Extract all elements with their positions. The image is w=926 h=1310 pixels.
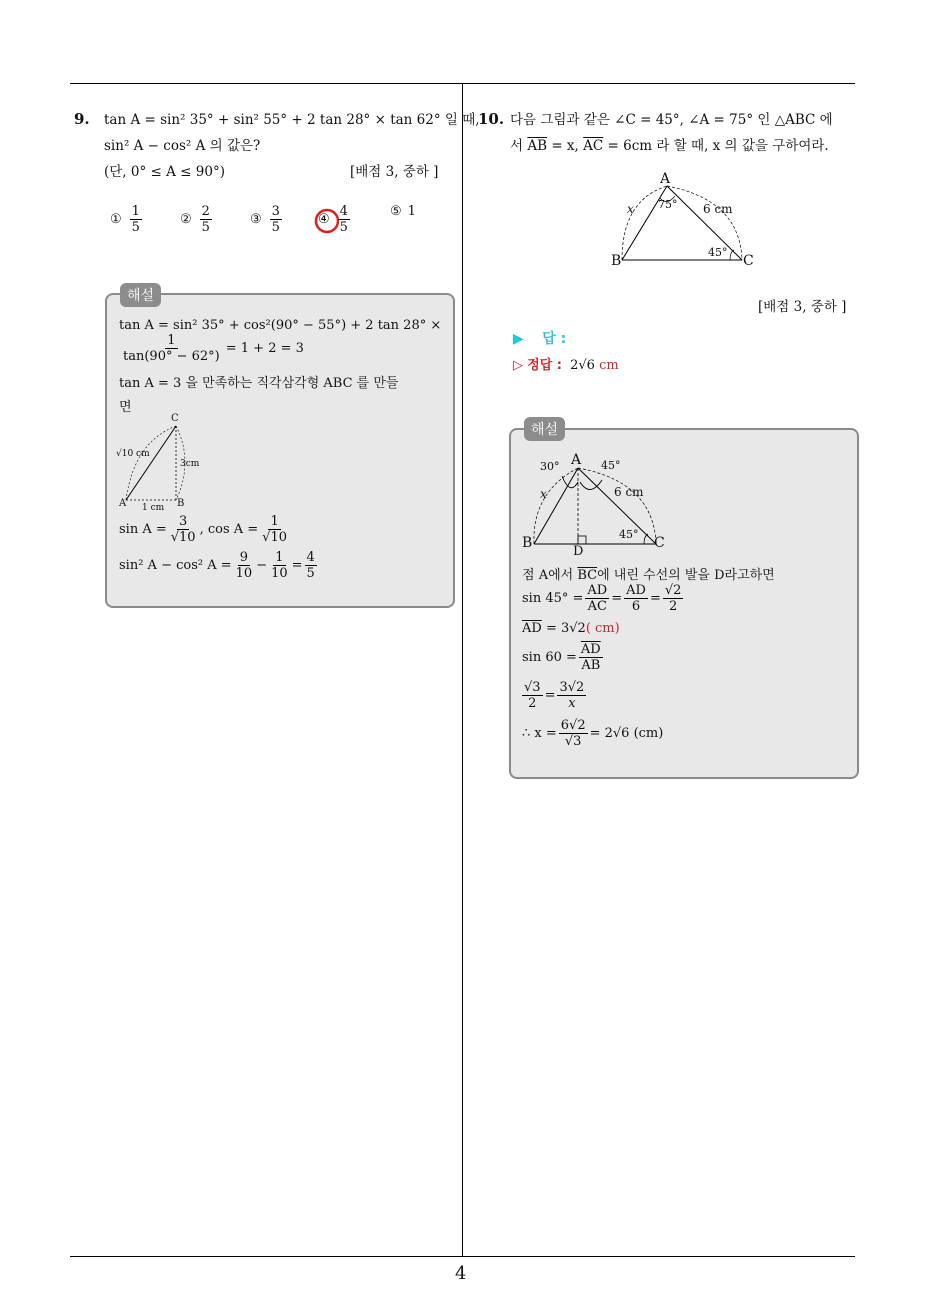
q10-exp-line6: ∴ x = $\frac{6√2}{√3}$ = 2√6 (cm) — [522, 718, 664, 749]
bottom-rule — [70, 1256, 855, 1257]
q10-fig-B: B — [611, 253, 622, 269]
choice-mark: ③ — [250, 212, 262, 227]
q9-fig-C: C — [171, 413, 179, 424]
q10-exp-line3: $\overline{AD} = 3√2$( cm) — [522, 621, 620, 636]
column-divider — [462, 83, 463, 1257]
q10-explanation-tag: 해설 — [524, 417, 565, 441]
q9-choice-1[interactable]: ① $\frac{1}{5}$ — [110, 204, 140, 235]
q9-points: [배점 3, 중하 ] — [350, 164, 439, 180]
page-number: 4 — [455, 1263, 467, 1284]
play-icon: ▶ — [513, 331, 524, 347]
q10-fig-angleA: 75° — [658, 198, 678, 211]
q10-exp-fig-D: D — [573, 544, 584, 559]
choice-mark: ⑤ — [390, 204, 402, 219]
q9-choice-3[interactable]: ③ $\frac{3}{5}$ — [250, 204, 280, 235]
q10-exp-fig-B: B — [522, 535, 533, 551]
q9-fig-side: 3cm — [180, 459, 200, 469]
q10-fig-A: A — [660, 171, 671, 187]
q9-fig-A: A — [119, 498, 127, 509]
q9-fig-B: B — [177, 498, 185, 509]
q10-fig-side: 6 cm — [703, 202, 733, 216]
correct-unit: cm — [599, 358, 619, 373]
q10-line2: 서 $\overline{AB} = x$, $\overline{AC} = 6cm$ 라 할 때, x 의 값을 구하여라. — [510, 138, 829, 154]
q10-correct-row — [513, 354, 619, 373]
q9-condition: (단, 0° ≤ A ≤ 90°) — [104, 164, 225, 180]
q9-choice-5[interactable]: ⑤ 1 — [390, 204, 416, 219]
q10-line1: 다음 그림과 같은 ∠C = 45°, ∠A = 75° 인 △ABC 에 — [510, 112, 833, 128]
choice-mark: ④ — [318, 212, 330, 227]
q9-exp-line5: sin A = $\frac{3}{√10}$ , cos A = $\frac{1}{√10}$ — [119, 514, 287, 545]
q9-line2: sin² A − cos² A 의 값은? — [104, 138, 261, 154]
correct-value: 2√6 — [570, 358, 595, 373]
q10-exp-line2: sin 45° = $\frac{AD}{AC}$ = $\frac{AD}{6}$ = $\frac{√2}{2}$ — [522, 583, 682, 614]
q10-fig-C: C — [743, 253, 754, 269]
outline-play-icon: ▷ — [513, 358, 523, 373]
selected-circle-icon — [313, 207, 343, 237]
q10-exp-line4: sin 60 = $\frac{\overline{AD}}{AB}$ — [522, 642, 601, 673]
q9-number: 9. — [74, 110, 90, 128]
q10-exp-fig-side: 6 cm — [614, 485, 644, 499]
q10-exp-line5: $\frac{√3}{2}$ = $\frac{3√2}{x}$ — [524, 680, 585, 711]
q10-answer-row — [513, 328, 566, 348]
q9-exp-line6: sin² A − cos² A = $\frac{9}{10}$ − $\frac{1}{10}$ = $\frac{4}{5}$ — [119, 550, 315, 581]
q9-exp-line2: $\frac{1}{\tan(90^\circ - 62^\circ)}$ = 1 + 2 = 3 — [123, 333, 304, 364]
q9-explanation-tag: 해설 — [120, 283, 161, 307]
q9-exp-line4: 면 — [119, 400, 132, 415]
q10-points: [배점 3, 중하 ] — [758, 299, 847, 315]
answer-label: 답 : — [542, 331, 567, 347]
q10-exp-fig-x: x — [540, 487, 547, 501]
correct-label: 정답 : — [527, 358, 562, 373]
q10-exp-fig-C: C — [654, 535, 665, 551]
q9-choice-4-selected[interactable]: ④ $\frac{4}{5}$ — [318, 204, 348, 235]
q10-number: 10. — [478, 110, 505, 128]
choice-mark: ② — [180, 212, 192, 227]
q10-exp-fig-A: A — [571, 452, 582, 468]
choice-mark: ① — [110, 212, 122, 227]
q9-fig-base: 1 cm — [142, 503, 165, 513]
q10-exp-line1: 점 A에서 $\overline{BC}$에 내린 수선의 발을 D라고하면 — [522, 568, 775, 583]
q10-fig-angleC: 45° — [708, 246, 728, 259]
q10-exp-fig-a45a: 45° — [601, 459, 621, 472]
q10-exp-fig-a45c: 45° — [619, 528, 639, 541]
q10-fig-x: x — [627, 202, 634, 216]
q9-triangle-figure — [114, 412, 224, 514]
q9-choice-2[interactable]: ② $\frac{2}{5}$ — [180, 204, 210, 235]
q10-exp-fig-a30: 30° — [540, 460, 560, 473]
q9-fig-hyp: √10 cm — [116, 449, 150, 459]
q9-exp-line1: tan A = sin² 35° + cos²(90° − 55°) + 2 tan 28° × — [119, 318, 442, 333]
q9-exp-line3: tan A = 3 을 만족하는 직각삼각형 ABC 를 만들 — [119, 376, 399, 391]
q9-line1: tan A = sin² 35° + sin² 55° + 2 tan 28° × tan 62° 일 때, — [104, 112, 480, 128]
